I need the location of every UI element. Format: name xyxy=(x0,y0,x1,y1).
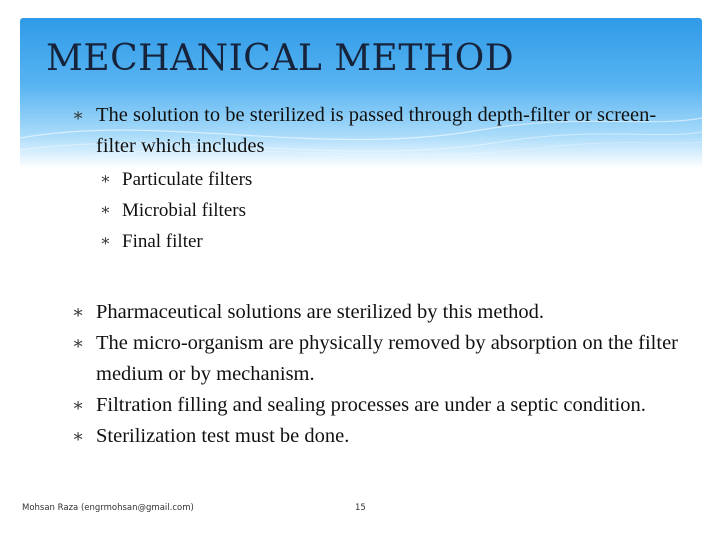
bullet-list-bottom xyxy=(70,297,690,452)
sub-bullet-text: Microbial filters xyxy=(122,200,246,221)
asterisk-bullet-icon: ∗ xyxy=(100,171,111,188)
slide-content xyxy=(70,100,690,452)
list-item xyxy=(70,100,690,257)
bullet-text: Filtration filling and sealing processes are under a septic condition. xyxy=(96,394,646,416)
sub-list-item xyxy=(98,195,690,226)
sub-list-item xyxy=(98,226,690,257)
asterisk-bullet-icon: ∗ xyxy=(72,426,85,446)
bullet-list-top xyxy=(70,100,690,257)
sub-bullet-text: Final filter xyxy=(122,231,203,252)
sub-list-item xyxy=(98,164,690,195)
asterisk-bullet-icon: ∗ xyxy=(72,395,85,415)
list-item xyxy=(70,297,690,328)
bullet-text: Pharmaceutical solutions are sterilized by this method. xyxy=(96,301,545,323)
slide-title: MECHANICAL METHOD xyxy=(46,38,515,79)
footer-author: Mohsan Raza (engrmohsan@gmail.com) xyxy=(22,503,194,513)
bullet-text: The micro-organism are physically removed by absorption on the filter medium or by mechanism. xyxy=(96,332,678,385)
asterisk-bullet-icon: ∗ xyxy=(100,202,111,219)
asterisk-bullet-icon: ∗ xyxy=(72,105,85,125)
asterisk-bullet-icon: ∗ xyxy=(72,302,85,322)
list-item xyxy=(70,390,690,421)
bullet-text: Sterilization test must be done. xyxy=(96,425,350,447)
sub-bullet-list xyxy=(96,164,690,257)
page-number: 15 xyxy=(355,503,366,513)
asterisk-bullet-icon: ∗ xyxy=(100,233,111,250)
sub-bullet-text: Particulate filters xyxy=(122,169,253,190)
list-item xyxy=(70,328,690,390)
list-item xyxy=(70,421,690,452)
intro-bullet-text: The solution to be sterilized is passed through depth-filter or screen-filter which includes xyxy=(96,104,657,157)
asterisk-bullet-icon: ∗ xyxy=(72,333,85,353)
spacer xyxy=(70,257,690,297)
